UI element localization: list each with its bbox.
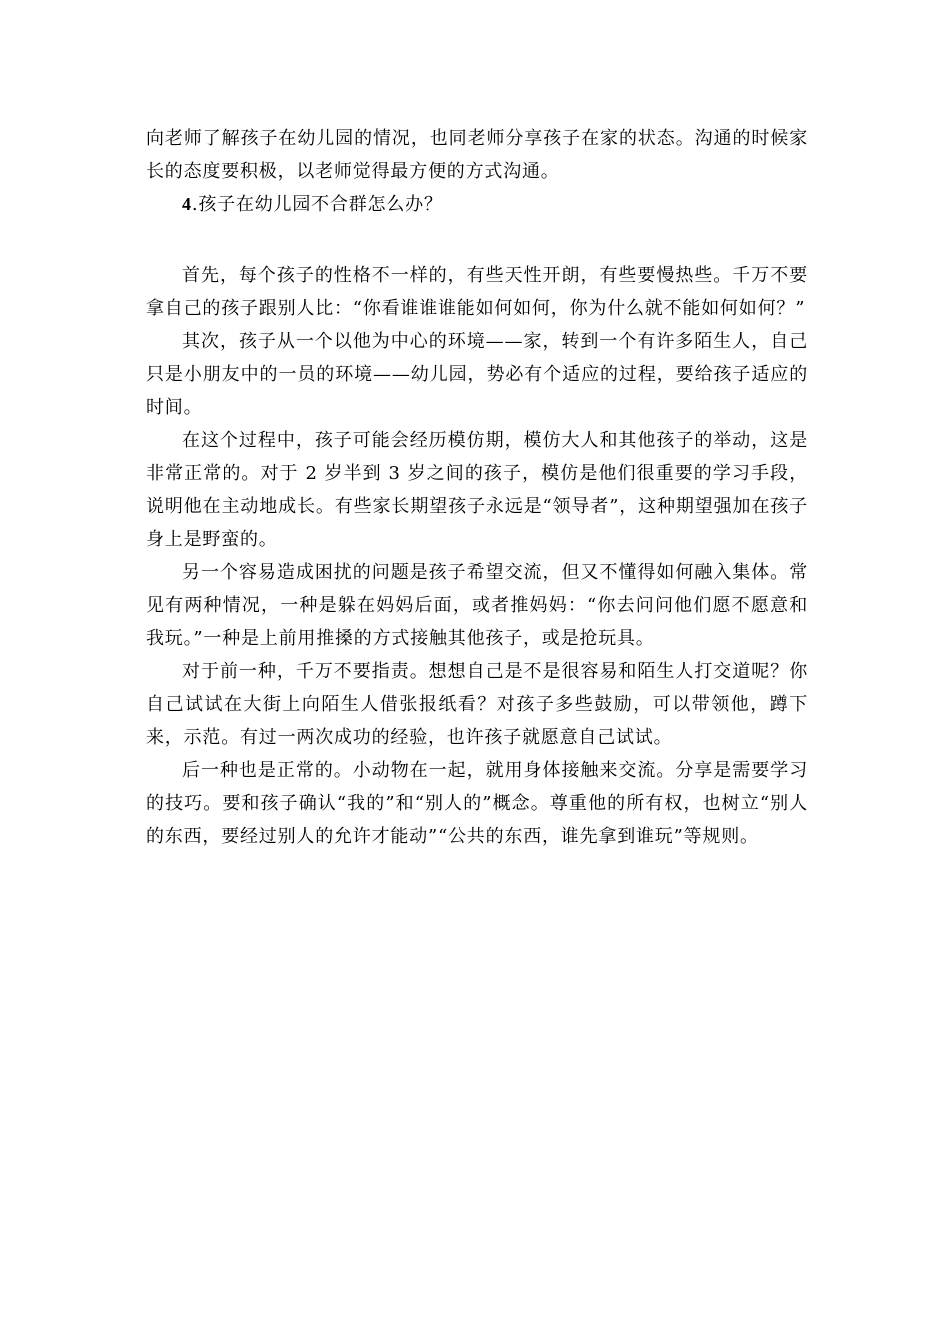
heading-spacer xyxy=(146,221,808,259)
answer-paragraph-1: 首先，每个孩子的性格不一样的，有些天性开朗，有些要慢热些。千万不要拿自己的孩子跟别人比：“你看谁谁谁能如何如何，你为什么就不能如何如何？” xyxy=(146,265,808,319)
question-text: 孩子在幼儿园不合群怎么办？ xyxy=(198,194,443,215)
answer-paragraph-6: 后一种也是正常的。小动物在一起，就用身体接触来交流。分享是需要学习的技巧。要和孩子确认“我的”和“别人的”概念。尊重他的所有权，也树立“别人的东西，要经过别人的允许才能动”“公共的东西，谁先拿到谁玩”等规则。 xyxy=(146,760,808,847)
answer-paragraph-5: 对于前一种，千万不要指责。想想自己是不是很容易和陌生人打交道呢？你自己试试在大街上向陌生人借张报纸看？对孩子多些鼓励，可以带领他，蹲下来，示范。有过一两次成功的经验，也许孩子就愿意自己试试。 xyxy=(146,661,808,748)
question-separator: . xyxy=(191,194,199,215)
question-heading xyxy=(146,188,808,221)
answer-paragraph-2: 其次，孩子从一个以他为中心的环境——家，转到一个有许多陌生人，自己只是小朋友中的一员的环境——幼儿园，势必有个适应的过程，要给孩子适应的时间。 xyxy=(146,331,808,418)
document-body xyxy=(146,122,808,853)
answer-paragraph-4: 另一个容易造成困扰的问题是孩子希望交流，但又不懂得如何融入集体。常见有两种情况，一种是躲在妈妈后面，或者推妈妈：“你去问问他们愿不愿意和我玩。”一种是上前用推搡的方式接触其他孩子，或是抢玩具。 xyxy=(146,562,808,649)
continued-paragraph: 向老师了解孩子在幼儿园的情况，也同老师分享孩子在家的状态。沟通的时候家长的态度要积极，以老师觉得最方便的方式沟通。 xyxy=(146,128,808,182)
question-number: 4 xyxy=(182,194,192,214)
answer-paragraph-3: 在这个过程中，孩子可能会经历模仿期，模仿大人和其他孩子的举动，这是非常正常的。对于 2 岁半到 3 岁之间的孩子，模仿是他们很重要的学习手段，说明他在主动地成长。有些家长期望孩子永远是“领导者”，这种期望强加在孩子身上是野蛮的。 xyxy=(146,430,808,550)
